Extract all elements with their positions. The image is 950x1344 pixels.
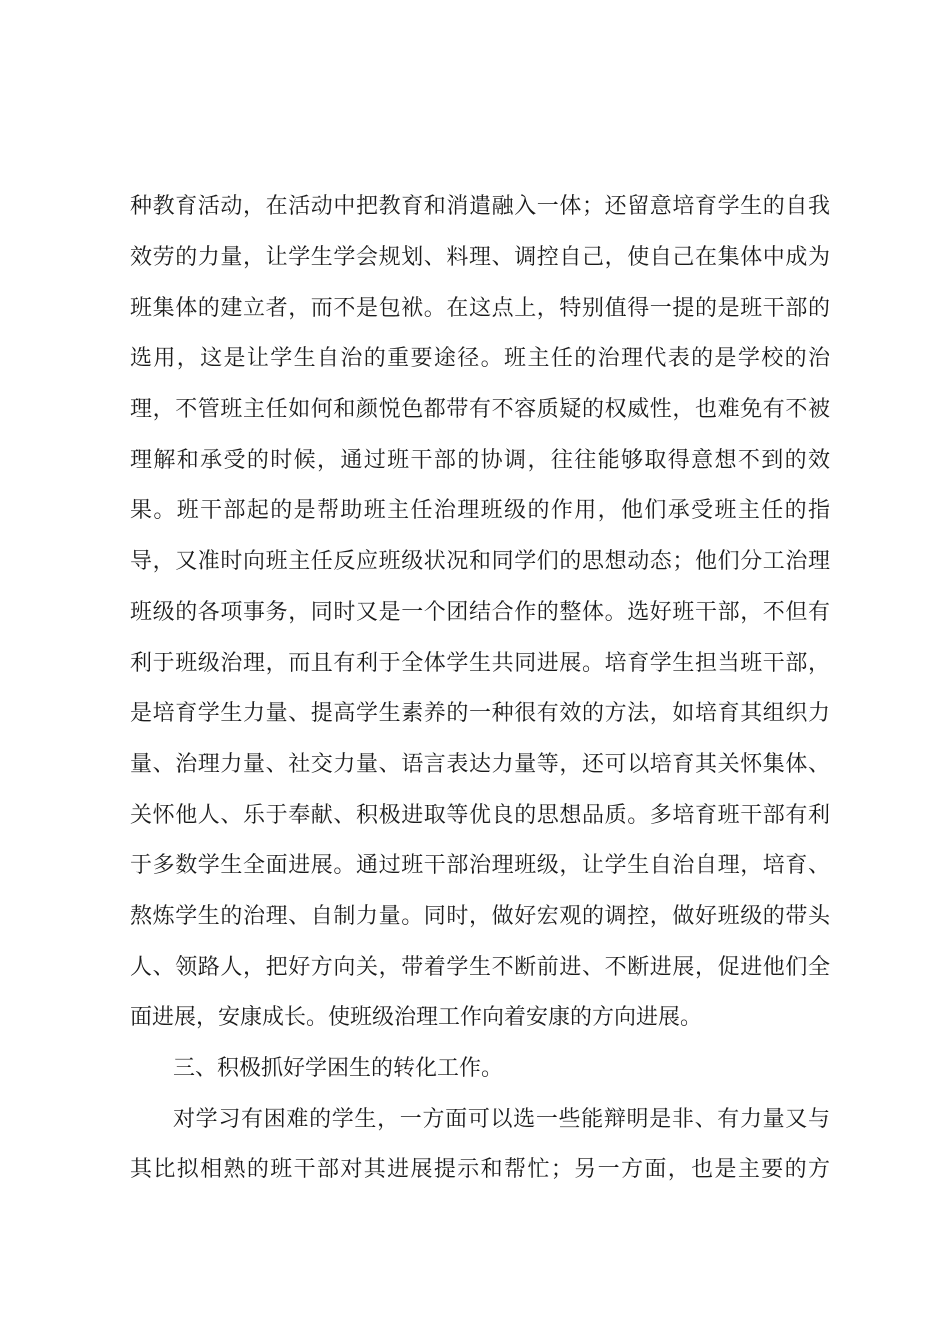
body-text-line: 人、领路人，把好方向关，带着学生不断前进、不断进展，促进他们全 — [130, 955, 830, 980]
body-text-line: 种教育活动，在活动中把教育和消遣融入一体；还留意培育学生的自我 — [130, 194, 830, 219]
body-text-line: 班集体的建立者，而不是包袱。在这点上，特别值得一提的是班干部的 — [130, 296, 830, 321]
body-text-line: 导，又准时向班主任反应班级状况和同学们的思想动态；他们分工治理 — [130, 549, 830, 574]
body-text-line: 量、治理力量、社交力量、语言表达力量等，还可以培育其关怀集体、 — [130, 752, 830, 777]
body-text-line: 果。班干部起的是帮助班主任治理班级的作用，他们承受班主任的指 — [130, 498, 830, 523]
body-text-line: 熬炼学生的治理、自制力量。同时，做好宏观的调控，做好班级的带头 — [130, 904, 830, 929]
body-text-line: 是培育学生力量、提高学生素养的一种很有效的方法，如培育其组织力 — [130, 701, 830, 726]
body-text-line: 对学习有困难的学生，一方面可以选一些能辩明是非、有力量又与 — [173, 1107, 830, 1132]
body-text-line: 面进展，安康成长。使班级治理工作向着安康的方向进展。 — [130, 1005, 703, 1030]
body-text-line: 关怀他人、乐于奉献、积极进取等优良的思想品质。多培育班干部有利 — [130, 803, 830, 828]
section-heading: 三、积极抓好学困生的转化工作。 — [173, 1056, 504, 1081]
body-text-line: 利于班级治理，而且有利于全体学生共同进展。培育学生担当班干部， — [130, 651, 830, 676]
body-text-line: 效劳的力量，让学生学会规划、料理、调控自己，使自己在集体中成为 — [130, 245, 830, 270]
body-text-line: 理，不管班主任如何和颜悦色都带有不容质疑的权威性，也难免有不被 — [130, 397, 830, 422]
body-text-line: 于多数学生全面进展。通过班干部治理班级，让学生自治自理，培育、 — [130, 853, 830, 878]
body-text-line: 班级的各项事务，同时又是一个团结合作的整体。选好班干部，不但有 — [130, 600, 830, 625]
body-text-line: 选用，这是让学生自治的重要途径。班主任的治理代表的是学校的治 — [130, 346, 830, 371]
body-text-line: 其比拟相熟的班干部对其进展提示和帮忙；另一方面，也是主要的方 — [130, 1157, 830, 1182]
body-text-line: 理解和承受的时候，通过班干部的协调，往往能够取得意想不到的效 — [130, 448, 830, 473]
